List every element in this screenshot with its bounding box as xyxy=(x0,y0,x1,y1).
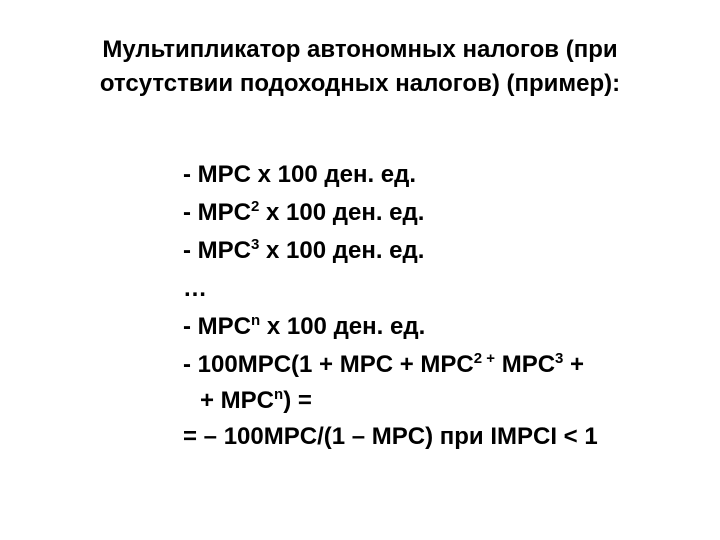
formula-line-sum xyxy=(183,346,598,384)
exponent: n xyxy=(251,312,261,329)
exponent: 3 xyxy=(555,350,564,367)
formula-line-ellipsis xyxy=(183,270,598,308)
formula-text: - MPC xyxy=(183,199,251,226)
formula-text: ) = xyxy=(283,387,312,414)
formula-text: - 100MPC(1 + MPC + MPC xyxy=(183,351,474,378)
formula-text: x 100 ден. ед. xyxy=(259,199,425,226)
formula-text: = – 100MPC/(1 – MPC) при IMPCI < 1 xyxy=(183,423,598,450)
formula-line-mpc-cubed xyxy=(183,232,598,270)
ellipsis-text: … xyxy=(183,275,207,302)
formula-line-sum-continued xyxy=(183,384,598,417)
formula-text: x 100 ден. ед. xyxy=(259,237,425,264)
formula-line-mpc xyxy=(183,156,598,194)
exponent: n xyxy=(274,386,284,403)
slide-title xyxy=(40,33,680,101)
exponent: 3 xyxy=(251,236,260,253)
title-line-1: Мультипликатор автономных налогов (при xyxy=(102,36,618,63)
formula-text: x 100 ден. ед. xyxy=(260,313,426,340)
formula-line-result xyxy=(183,417,598,457)
formula-text: + MPC xyxy=(200,387,275,414)
formula-text: - MPC xyxy=(183,313,251,340)
formula-text: - MPC x 100 ден. ед. xyxy=(183,161,417,188)
exponent: 2 xyxy=(251,198,260,215)
formula-line-mpc-n xyxy=(183,308,598,346)
formula-line-mpc-squared xyxy=(183,194,598,232)
formula-text: MPC xyxy=(495,351,556,378)
formula-text: - MPC xyxy=(183,237,251,264)
formula-text: + xyxy=(563,351,585,378)
title-line-2: отсутствии подоходных налогов) (пример): xyxy=(99,70,621,97)
formula-list xyxy=(183,156,598,457)
exponent: 2 + xyxy=(473,350,496,367)
